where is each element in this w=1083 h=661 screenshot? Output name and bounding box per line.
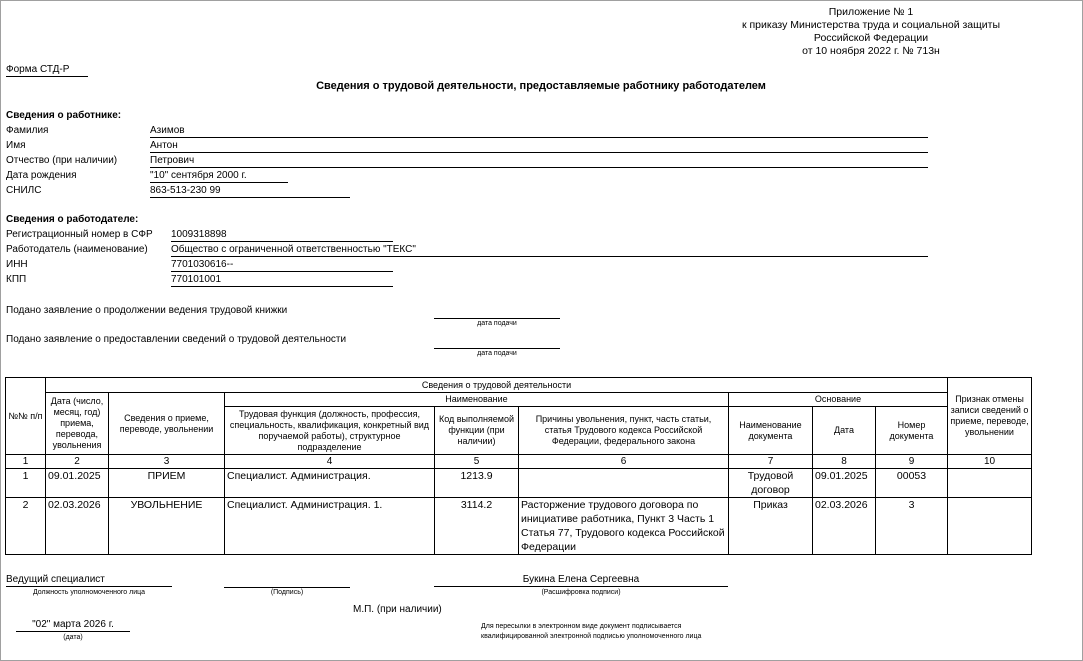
column-number: 10 — [948, 455, 1032, 469]
row-doc-name: Приказ — [729, 498, 813, 555]
stamp-label: М.П. (при наличии) — [353, 604, 442, 615]
header-code: Код выполняемой функции (при наличии) — [435, 407, 519, 455]
electronic-note-2: квалифицированной электронной подписью уполномоченного лица — [481, 633, 702, 640]
electronic-note-1: Для пересылки в электронном виде документ подписывается — [481, 623, 682, 630]
signature-line — [224, 575, 350, 588]
snils-value: 863-513-230 99 — [150, 185, 350, 198]
row-date: 09.01.2025 — [46, 469, 109, 498]
signer-position: Ведущий специалист — [6, 574, 172, 587]
birth-label: Дата рождения — [6, 170, 77, 181]
kpp-value: 770101001 — [171, 274, 393, 287]
name-value: Антон — [150, 140, 928, 153]
header-doc-date: Дата — [813, 407, 876, 455]
employer-name-value: Общество с ограниченной ответственностью "ТЕКС" — [171, 244, 928, 257]
header-num: №№ п/п — [6, 378, 46, 455]
date-caption-2: дата подачи — [477, 350, 517, 357]
header-cancel: Признак отмены записи сведений о приеме, переводе, увольнении — [948, 378, 1032, 455]
row-doc-date: 02.03.2026 — [813, 498, 876, 555]
column-number: 5 — [435, 455, 519, 469]
row-code: 1213.9 — [435, 469, 519, 498]
column-number: 7 — [729, 455, 813, 469]
document-title: Сведения о трудовой деятельности, предоставляемые работнику работодателем — [316, 80, 766, 92]
row-code: 3114.2 — [435, 498, 519, 555]
appendix-line-1: Приложение № 1 — [828, 6, 914, 18]
appendix-block — [701, 6, 1041, 58]
header-reason: Причины увольнения, пункт, часть статьи, статья Трудового кодекса Российской Федерации, федерального закона — [519, 407, 729, 455]
column-number: 3 — [109, 455, 225, 469]
row-doc-num: 3 — [876, 498, 948, 555]
header-naming: Наименование — [225, 393, 729, 407]
row-date: 02.03.2026 — [46, 498, 109, 555]
statement-provide-info: Подано заявление о предоставлении сведений о трудовой деятельности — [6, 334, 347, 345]
statement-date-line-1 — [434, 307, 560, 319]
row-function: Специалист. Администрация. 1. — [225, 498, 435, 555]
column-number: 8 — [813, 455, 876, 469]
row-event: ПРИЕМ — [109, 469, 225, 498]
appendix-line-4: от 10 ноября 2022 г. № 713н — [802, 45, 940, 57]
reg-label: Регистрационный номер в СФР — [6, 229, 153, 240]
table-row — [6, 469, 1032, 498]
column-numbers-row — [6, 455, 1032, 469]
kpp-label: КПП — [6, 274, 27, 285]
name-caption: (Расшифровка подписи) — [541, 589, 621, 596]
surname-value: Азимов — [150, 125, 928, 138]
row-reason — [519, 469, 729, 498]
date-caption-1: дата подачи — [477, 320, 517, 327]
employee-heading: Сведения о работнике: — [6, 110, 122, 121]
row-doc-num: 00053 — [876, 469, 948, 498]
row-doc-date: 09.01.2025 — [813, 469, 876, 498]
header-date: Дата (число, месяц, год) приема, перевода, увольнения — [46, 393, 109, 455]
row-num: 1 — [6, 469, 46, 498]
column-number: 6 — [519, 455, 729, 469]
date-caption: (дата) — [63, 634, 83, 641]
header-basis: Основание — [729, 393, 948, 407]
row-function: Специалист. Администрация. — [225, 469, 435, 498]
column-number: 1 — [6, 455, 46, 469]
surname-label: Фамилия — [6, 125, 49, 136]
signature-date: "02" марта 2026 г. — [16, 619, 130, 632]
inn-label: ИНН — [6, 259, 28, 270]
header-group: Сведения о трудовой деятельности — [46, 378, 948, 393]
form-label: Форма СТД-Р — [6, 64, 88, 77]
row-cancel — [948, 469, 1032, 498]
row-cancel — [948, 498, 1032, 555]
name-label: Имя — [6, 140, 26, 151]
snils-label: СНИЛС — [6, 185, 42, 196]
statement-continue-book: Подано заявление о продолжении ведения трудовой книжки — [6, 305, 288, 316]
statement-date-line-2 — [434, 337, 560, 349]
signer-full-name: Букина Елена Сергеевна — [434, 574, 728, 587]
appendix-line-3: Российской Федерации — [813, 32, 929, 44]
appendix-line-2: к приказу Министерства труда и социальной защиты — [741, 19, 1001, 31]
row-doc-name: Трудовой договор — [729, 469, 813, 498]
employer-name-label: Работодатель (наименование) — [6, 244, 148, 255]
employer-heading: Сведения о работодателе: — [6, 214, 139, 225]
inn-value: 7701030616-- — [171, 259, 393, 272]
header-doc-name: Наименование документа — [729, 407, 813, 455]
row-event: УВОЛЬНЕНИЕ — [109, 498, 225, 555]
column-number: 4 — [225, 455, 435, 469]
row-num: 2 — [6, 498, 46, 555]
row-reason: Расторжение трудового договора по инициативе работника, Пункт 3 Часть 1 Статья 77, Трудового кодекса Российской Федерации — [519, 498, 729, 555]
patronymic-label: Отчество (при наличии) — [6, 155, 118, 166]
sign-caption: (Подпись) — [270, 589, 304, 596]
position-caption: Должность уполномоченного лица — [32, 589, 146, 596]
reg-value: 1009318898 — [171, 229, 393, 242]
header-event: Сведения о приеме, переводе, увольнении — [109, 393, 225, 455]
column-number: 2 — [46, 455, 109, 469]
header-function: Трудовая функция (должность, профессия, специальность, квалификация, конкретный вид поручаемой работы), структурное подразделение — [225, 407, 435, 455]
employment-table — [5, 377, 1032, 555]
birth-value: "10" сентября 2000 г. — [150, 170, 288, 183]
patronymic-value: Петрович — [150, 155, 928, 168]
header-doc-num: Номер документа — [876, 407, 948, 455]
table-row — [6, 498, 1032, 555]
column-number: 9 — [876, 455, 948, 469]
